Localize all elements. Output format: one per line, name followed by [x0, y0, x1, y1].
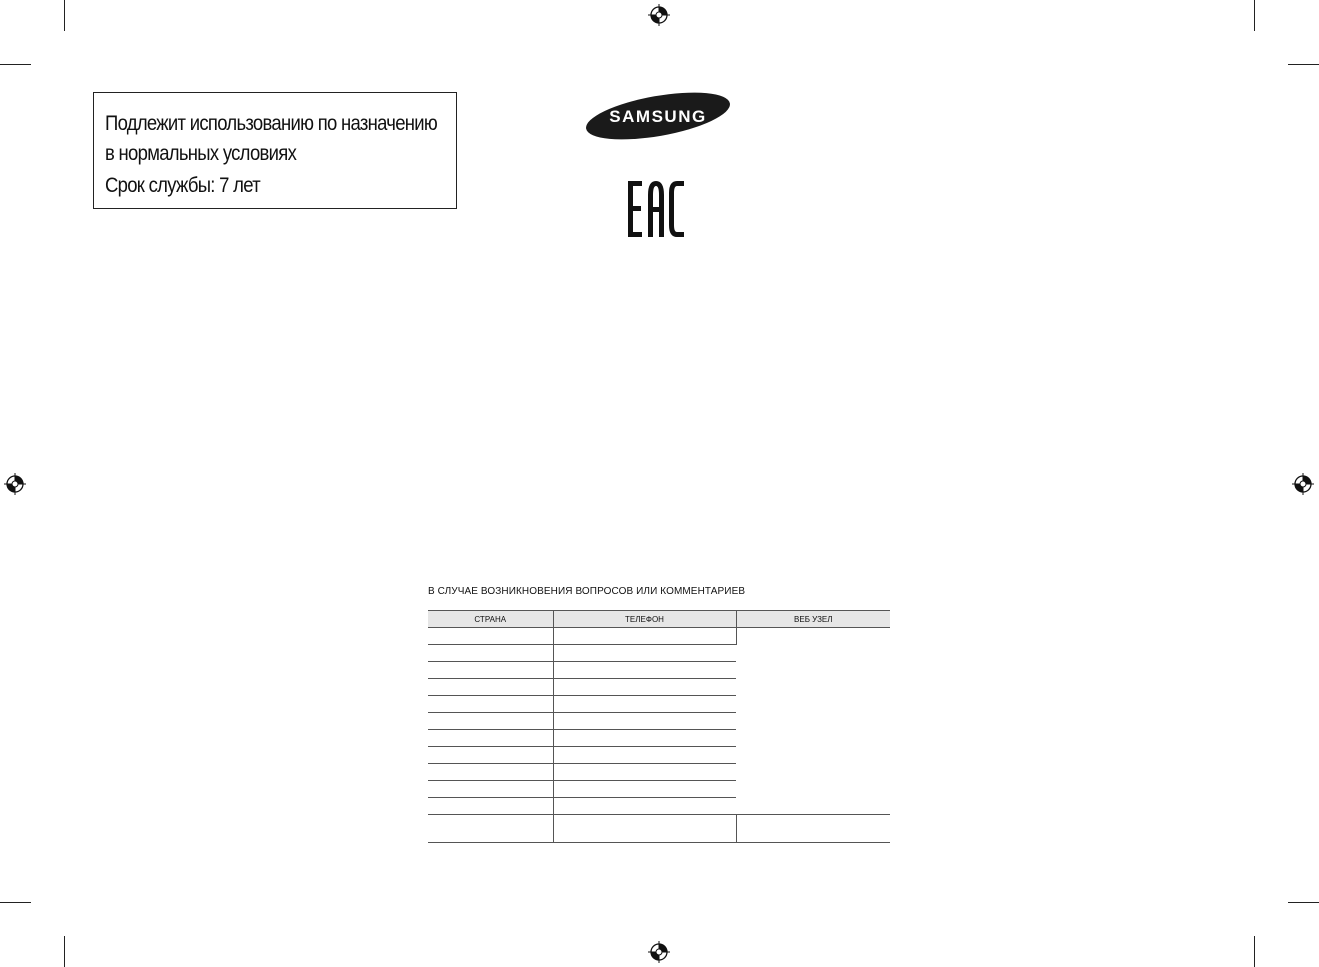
country-cell [428, 679, 553, 696]
phone-cell [553, 679, 736, 696]
phone-cell [553, 764, 736, 781]
registration-mark-icon [648, 4, 670, 26]
crop-mark-bottom-right-v [1254, 936, 1255, 967]
phone-cell [553, 798, 736, 815]
registration-mark-icon [4, 473, 26, 495]
country-cell [428, 628, 553, 645]
phone-cell [553, 662, 736, 679]
country-cell [428, 645, 553, 662]
crop-mark-top-left-v [64, 0, 65, 31]
country-cell [428, 713, 553, 730]
phone-cell [553, 747, 736, 764]
phone-cell [553, 815, 736, 843]
country-cell [428, 798, 553, 815]
notice-line-conditions: в нормальных условиях [105, 142, 297, 165]
column-header-phone: ТЕЛЕФОН [553, 611, 736, 628]
table-header-row [428, 611, 890, 628]
crop-mark-bottom-right-h [1288, 902, 1319, 903]
country-cell [428, 696, 553, 713]
contact-section-title: В СЛУЧАЕ ВОЗНИКНОВЕНИЯ ВОПРОСОВ ИЛИ КОММЕНТАРИЕВ [428, 586, 746, 597]
website-cell [736, 628, 890, 815]
crop-mark-top-left-h [0, 64, 31, 65]
crop-mark-top-right-h [1288, 64, 1319, 65]
phone-cell [553, 730, 736, 747]
country-cell [428, 662, 553, 679]
country-cell [428, 764, 553, 781]
phone-cell [553, 696, 736, 713]
registration-mark-icon [1292, 473, 1314, 495]
samsung-logo-text: SAMSUNG [609, 107, 707, 126]
country-cell [428, 781, 553, 798]
crop-mark-bottom-left-v [64, 936, 65, 967]
table-row [428, 628, 890, 645]
website-cell [736, 815, 890, 843]
registration-mark-icon [648, 941, 670, 963]
column-header-country: СТРАНА [428, 611, 553, 628]
notice-line-service-life: Срок службы: 7 лет [105, 174, 260, 197]
phone-cell [553, 713, 736, 730]
notice-line-purpose: Подлежит использованию по назначению [105, 112, 438, 135]
crop-mark-bottom-left-h [0, 902, 31, 903]
eac-certification-mark [627, 181, 684, 237]
phone-cell [553, 628, 736, 645]
samsung-logo [584, 92, 732, 140]
country-cell [428, 815, 553, 843]
usage-notice-box [93, 92, 457, 209]
column-header-website: ВЕБ УЗЕЛ [736, 611, 890, 628]
country-cell [428, 747, 553, 764]
country-cell [428, 730, 553, 747]
contact-table [428, 610, 890, 843]
table-row [428, 815, 890, 843]
crop-mark-top-right-v [1254, 0, 1255, 31]
phone-cell [553, 645, 736, 662]
phone-cell [553, 781, 736, 798]
